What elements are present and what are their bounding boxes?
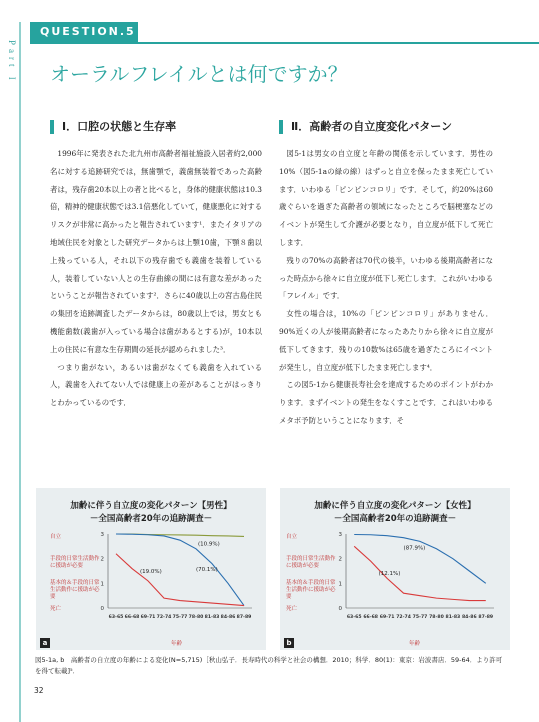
series-line (116, 534, 244, 606)
x-tick-label: 75-77 (172, 615, 188, 620)
x-tick-label: 87-89 (478, 615, 494, 620)
x-tick-label: 69-71 (140, 615, 156, 620)
section1-heading (50, 120, 176, 134)
x-tick-label: 63-65 (346, 615, 362, 620)
figure-title-line2: －全国高齢者20年の追跡調査－ (89, 514, 213, 524)
y-tick-label: 0 (338, 606, 342, 612)
section2-body (279, 145, 493, 430)
ylabel-death: 死亡 (286, 606, 298, 612)
x-tick-label: 66-68 (363, 615, 379, 620)
ylabel-iadl-help: 手段的日常生活動作に援助が必要 (50, 556, 100, 569)
series-data-label: (10.9%) (198, 541, 220, 548)
section2-heading (279, 120, 452, 134)
figure-title-line2: －全国高齢者20年の追跡調査－ (333, 514, 457, 524)
x-tick-label: 75-77 (412, 615, 428, 620)
question-tab: QUESTION.5 (30, 22, 138, 42)
figure-a-tag: a (40, 638, 50, 648)
section1-heading-text: Ⅰ．口腔の状態と生存率 (62, 120, 177, 133)
section1-paragraph: つまり歯がない，あるいは歯がなくても義歯を入れている人，義歯を入れてない人では健康上の差があることがはっきりとわかっているのです． (50, 362, 262, 408)
x-tick-label: 69-71 (379, 615, 395, 620)
y-tick-label: 3 (338, 532, 342, 538)
x-tick-label: 78-80 (188, 615, 204, 620)
section2-paragraph: 女性の場合は，10%の「ピンピンコロリ」がありません．90%近くの人が後期高齢者になったあたりから徐々に自立度が低下してきます．残りの10数%は65歳を過ぎたころにイベントが発生し，自立度が低下したまま死亡します⁴． (279, 309, 493, 372)
part-label: Part I (7, 40, 17, 84)
figure-b-xlabel: 年齢 (409, 641, 421, 647)
figure-a-xlabel: 年齢 (171, 641, 183, 647)
y-tick-label: 0 (100, 606, 104, 612)
x-tick-label: 78-80 (429, 615, 444, 620)
ylabel-adl-help: 基本的＆手段的日常生活動作に援助が必要 (286, 580, 336, 600)
y-tick-label: 2 (100, 556, 104, 563)
x-tick-label: 66-68 (124, 615, 140, 620)
figure-b-chart (336, 528, 502, 638)
section2-paragraph: この図5-1から健康長寿社会を達成するためのポイントがわかります．まずイベントの発生をなくすことです．これはいわゆるメタボ予防ということになります．そ (279, 380, 493, 425)
ylabel-independent: 自立 (50, 534, 62, 540)
series-line (354, 546, 486, 600)
section2-heading-text: Ⅱ．高齢者の自立度変化パターン (291, 120, 453, 133)
y-tick-label: 1 (100, 581, 104, 588)
header-rule (30, 42, 539, 44)
figure-title-line1: 加齢に伴う自立度の変化パターン【女性】 (314, 501, 476, 511)
section2-paragraph: 図5-1は男女の自立度と年齢の関係を示しています．男性の10%（図5-1aの緑の線）はずっと自立を保ったまま死亡しています．いわゆる「ピンピンコロリ」です．そして，約20%は60歳ぐらいを過ぎた高齢者の領域になったところで脳梗塞などのイベントが発生して介護が必要となり，自立度が低下して死亡します． (279, 149, 493, 247)
figure-caption: 図5-1a, b 高齢者の自立度の年齢による変化(N=5,715)［秋山弘子．長寿時代の科学と社会の構想．2010；科学．80(1)：東京：岩波書店．59-64．より許可を得て転載]⁵． (35, 656, 503, 675)
figure-b (280, 488, 510, 650)
series-data-label: (19.0%) (140, 568, 162, 575)
figure-a-title (36, 500, 266, 526)
series-data-label: (87.9%) (403, 545, 426, 552)
ylabel-adl-help: 基本的＆手段的日常生活動作に援助が必要 (50, 580, 100, 600)
heading-accent-bar (279, 120, 283, 134)
section1-paragraph: 1996年に発表された北九州市高齢者福祉施設入居者約2,000名に対する追跡研究では，無歯顎で，義歯無装着であった高齢者は，残存歯20本以上の者と比べると，身体的健康状態は10.3倍，精神的健康状態では3.1倍悪化していて，健康悪化に対するリスクが非常に高かったと報告されています¹．またイタリアの地域住民を対象とした研究データからは上顎10歯，下顎８歯以上残っている人，それ以下の残存歯でも義歯を装着している人，装着していない人との生存曲線の間には有意な差があったということが報告されています²．さらに40歳以上の宮古島住民の集団を追跡調査したデータからは，80歳以上では，男女とも機能歯数(義歯が入っている場合は歯があるとする)が，10本以上の住民に有意な生存期間の延長が認められました³． (50, 149, 262, 354)
x-tick-label: 72-74 (396, 615, 411, 620)
y-tick-label: 3 (100, 532, 104, 538)
series-data-label: (70.1%) (196, 566, 218, 573)
ylabel-death: 死亡 (50, 606, 62, 612)
x-tick-label: 81-83 (445, 615, 461, 620)
page-number: 32 (34, 686, 44, 695)
x-tick-label: 63-65 (108, 615, 124, 620)
page-title: オーラルフレイルとは何ですか？ (50, 62, 348, 86)
figure-title-line1: 加齢に伴う自立度の変化パターン【男性】 (70, 501, 232, 511)
ylabel-iadl-help: 手段的日常生活動作に援助が必要 (286, 556, 336, 569)
figure-a (36, 488, 266, 650)
series-line (354, 534, 486, 583)
section1-body (50, 145, 262, 412)
heading-accent-bar (50, 120, 54, 134)
x-tick-label: 81-83 (204, 615, 220, 620)
y-tick-label: 2 (338, 556, 342, 563)
x-tick-label: 87-89 (236, 615, 252, 620)
figure-b-title (280, 500, 510, 526)
y-tick-label: 1 (338, 581, 342, 588)
x-tick-label: 72-74 (156, 615, 172, 620)
ylabel-independent: 自立 (286, 534, 298, 540)
figure-b-tag: b (284, 638, 294, 648)
x-tick-label: 84-86 (220, 615, 236, 620)
left-decorative-rule (0, 22, 22, 722)
x-tick-label: 84-86 (461, 615, 477, 620)
figure-a-chart (98, 528, 260, 638)
series-data-label: (12.1%) (378, 571, 401, 578)
section2-paragraph: 残りの70%の高齢者は70代の後半，いわゆる後期高齢者になった時点から徐々に自立度が低下し死亡します．これがいわゆる「フレイル」です． (279, 255, 493, 301)
